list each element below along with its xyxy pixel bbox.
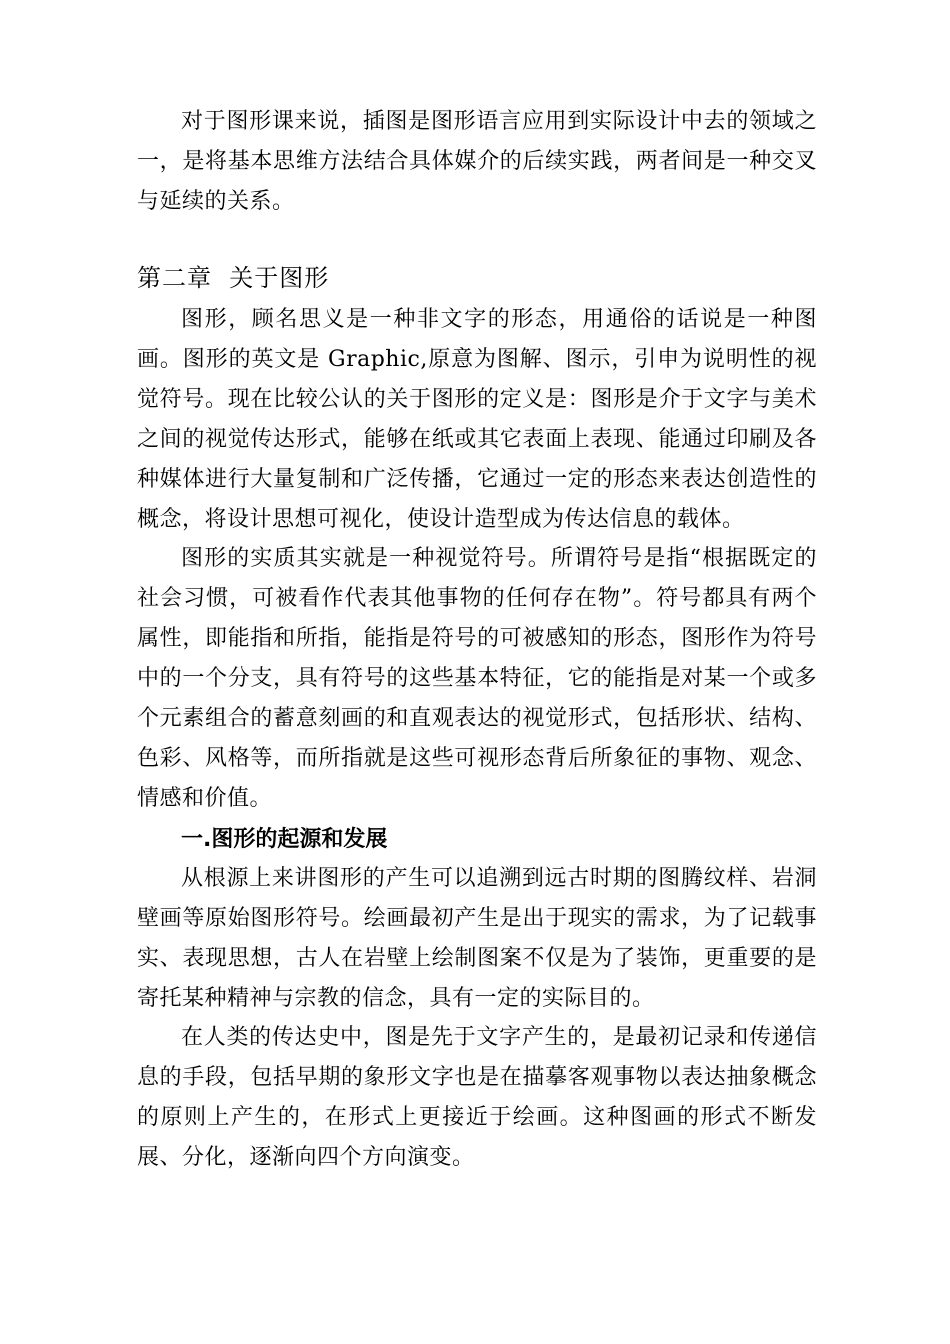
intro-paragraph: 对于图形课来说，插图是图形语言应用到实际设计中去的领域之一，是将基本思维方法结合具体媒介的后续实践，两者间是一种交叉与延续的关系。 [137,109,817,214]
chapter-heading: 第二章 关于图形 [137,264,330,292]
history-paragraph: 在人类的传达史中，图是先于文字产生的，是最初记录和传递信息的手段，包括早期的象形文字也是在描摹客观事物以表达抽象概念的原则上产生的，在形式上更接近于绘画。这种图画的形式不断发展、分化，逐渐向四个方向演变。 [137,1025,817,1170]
essence-paragraph: 图形的实质其实就是一种视觉符号。所谓符号是指“根据既定的社会习惯，可被看作代表其他事物的任何存在物”。符号都具有两个属性，即能指和所指，能指是符号的可被感知的形态，图形作为符号中的一个分支，具有符号的这些基本特征，它的能指是对某一个或多个元素组合的蓄意刻画的和直观表达的视觉形式，包括形状、结构、色彩、风格等，而所指就是这些可视形态背后所象征的事物、观念、情感和价值。 [137,546,817,811]
section-heading: 一.图形的起源和发展 [181,827,388,852]
definition-paragraph: 图形，顾名思义是一种非文字的形态，用通俗的话说是一种图画。图形的英文是 Graphic,原意为图解、图示，引申为说明性的视觉符号。现在比较公认的关于图形的定义是：图形是介于文字与美术之间的视觉传达形式，能够在纸或其它表面上表现、能通过印刷及各种媒体进行大量复制和广泛传播，它通过一定的形态来表达创造性的概念，将设计思想可视化，使设计造型成为传达信息的载体。 [137,307,817,532]
origin-paragraph: 从根源上来讲图形的产生可以追溯到远古时期的图腾纹样、岩洞壁画等原始图形符号。绘画最初产生是出于现实的需求，为了记载事实、表现思想，古人在岩壁上绘制图案不仅是为了装饰，更重要的是寄托某种精神与宗教的信念，具有一定的实际目的。 [137,866,817,1011]
